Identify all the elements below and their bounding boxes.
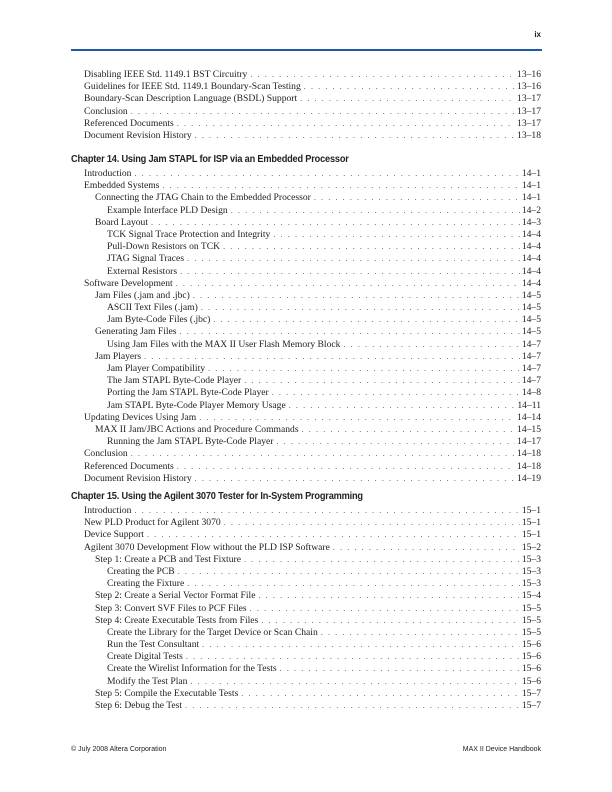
toc-entry-title: Step 4: Create Executable Tests from Files bbox=[95, 614, 259, 626]
toc-section-chapter-14 bbox=[84, 168, 541, 485]
toc-entry-page: 15–7 bbox=[521, 700, 541, 711]
toc-entry-page: 15–4 bbox=[521, 590, 541, 602]
toc-entry-title: Connecting the JTAG Chain to the Embedded Processor bbox=[95, 192, 311, 204]
toc-entry[interactable] bbox=[84, 229, 541, 241]
toc-entry[interactable] bbox=[84, 639, 541, 651]
toc-entry-page: 13–18 bbox=[517, 129, 541, 141]
toc-entry-title: Step 5: Compile the Executable Tests bbox=[95, 687, 239, 699]
toc-leader-dots bbox=[333, 542, 520, 554]
toc-entry[interactable] bbox=[84, 326, 541, 338]
toc-entry-title: Porting the Jam STAPL Byte-Code Player bbox=[107, 387, 269, 399]
toc-leader-dots bbox=[224, 517, 520, 529]
toc-leader-dots bbox=[289, 400, 516, 412]
toc-leader-dots bbox=[202, 639, 520, 651]
toc-entry-page: 15–1 bbox=[521, 517, 541, 529]
toc-entry-page: 14–4 bbox=[521, 228, 541, 240]
toc-entry-title: Introduction bbox=[84, 505, 132, 516]
toc-entry-page: 13–17 bbox=[517, 105, 541, 117]
toc-entry-title: Referenced Documents bbox=[84, 460, 174, 472]
toc-entry-page: 15–5 bbox=[521, 602, 541, 614]
toc-entry[interactable] bbox=[84, 627, 541, 639]
toc-leader-dots bbox=[180, 266, 520, 278]
toc-leader-dots bbox=[343, 339, 519, 351]
toc-entry[interactable] bbox=[84, 93, 541, 105]
toc-entry[interactable] bbox=[84, 106, 541, 118]
toc-entry-page: 14–18 bbox=[517, 460, 541, 472]
toc-entry-title: External Resistors bbox=[107, 265, 178, 277]
toc-entry-title: Creating the PCB bbox=[107, 565, 175, 577]
toc-entry-page: 15–3 bbox=[521, 553, 541, 565]
toc-leader-dots bbox=[147, 529, 520, 541]
toc-leader-dots bbox=[261, 615, 520, 627]
toc-entry-title: Document Revision History bbox=[84, 472, 192, 484]
footer-title: MAX II Device Handbook bbox=[462, 746, 541, 753]
toc-leader-dots bbox=[176, 278, 520, 290]
toc-entry-page: 14–4 bbox=[521, 241, 541, 253]
toc-entry[interactable] bbox=[84, 168, 541, 180]
toc-entry-page: 14–7 bbox=[521, 363, 541, 374]
toc-leader-dots bbox=[134, 168, 519, 180]
toc-entry-title: Create the Library for the Target Device or Scan Chain bbox=[107, 626, 318, 638]
toc-entry[interactable] bbox=[84, 473, 541, 485]
toc-entry-page: 15–1 bbox=[521, 529, 541, 541]
toc-entry-page: 15–7 bbox=[521, 687, 541, 699]
toc-entry[interactable] bbox=[84, 192, 541, 204]
toc-entry-page: 14–2 bbox=[521, 204, 541, 216]
toc-entry-page: 14–5 bbox=[521, 326, 541, 338]
chapter-15-heading[interactable]: Chapter 15. Using the Agilent 3070 Tester for In-System Programming bbox=[71, 491, 363, 502]
toc-leader-dots bbox=[186, 651, 520, 663]
toc-entry-title: Jam Files (.jam and .jbc) bbox=[95, 289, 190, 301]
toc-entry-page: 14–5 bbox=[521, 302, 541, 314]
toc-entry-title: Updating Devices Using Jam bbox=[84, 411, 197, 423]
toc-leader-dots bbox=[272, 387, 520, 399]
toc-entry-page: 13–17 bbox=[517, 93, 541, 105]
toc-leader-dots bbox=[300, 93, 515, 105]
toc-entry-title: Step 2: Create a Serial Vector Format File bbox=[95, 590, 256, 602]
toc-entry-page: 14–4 bbox=[521, 253, 541, 265]
toc-leader-dots bbox=[304, 81, 515, 93]
toc-entry-title: Running the Jam STAPL Byte-Code Player bbox=[107, 436, 274, 448]
toc-entry-title: The Jam STAPL Byte-Code Player bbox=[107, 375, 242, 387]
toc-entry-page: 13–16 bbox=[517, 81, 541, 93]
toc-entry-title: Board Layout bbox=[95, 216, 149, 228]
toc-leader-dots bbox=[190, 676, 519, 688]
toc-entry-page: 14–3 bbox=[521, 216, 541, 228]
toc-leader-dots bbox=[280, 663, 520, 675]
toc-leader-dots bbox=[223, 241, 520, 253]
toc-entry-title: Guidelines for IEEE Std. 1149.1 Boundary-Scan Testing bbox=[84, 81, 301, 93]
toc-entry[interactable] bbox=[84, 241, 541, 253]
toc-entry[interactable] bbox=[84, 130, 541, 142]
toc-entry[interactable] bbox=[84, 118, 541, 130]
toc-entry[interactable] bbox=[84, 566, 541, 578]
toc-entry[interactable] bbox=[84, 615, 541, 627]
toc-leader-dots bbox=[277, 436, 516, 448]
toc-entry-page: 14–1 bbox=[521, 192, 541, 204]
toc-leader-dots bbox=[151, 217, 520, 229]
toc-entry-page: 14–1 bbox=[521, 180, 541, 192]
toc-entry-page: 15–1 bbox=[521, 505, 541, 516]
toc-entry-title: Jam Player Compatibility bbox=[107, 363, 206, 374]
toc-entry[interactable] bbox=[84, 266, 541, 278]
toc-entry[interactable] bbox=[84, 69, 541, 81]
toc-entry[interactable] bbox=[84, 676, 541, 688]
toc-entry-title: MAX II Jam/JBC Actions and Procedure Commands bbox=[95, 423, 299, 435]
toc-entry-title: Creating the Fixture bbox=[107, 578, 185, 590]
toc-entry[interactable] bbox=[84, 603, 541, 615]
toc-entry-title: Embedded Systems bbox=[84, 180, 160, 192]
toc-entry-page: 14–14 bbox=[517, 411, 541, 423]
toc-entry-title: Using Jam Files with the MAX II User Flash Memory Block bbox=[107, 338, 341, 350]
toc-entry[interactable] bbox=[84, 554, 541, 566]
toc-entry-title: Referenced Documents bbox=[84, 117, 174, 129]
toc-entry-title: Agilent 3070 Development Flow without the PLD ISP Software bbox=[84, 541, 330, 553]
toc-entry[interactable] bbox=[84, 651, 541, 663]
header-rule bbox=[71, 49, 542, 51]
toc-leader-dots bbox=[244, 375, 520, 387]
toc-entry[interactable] bbox=[84, 505, 541, 517]
toc-leader-dots bbox=[187, 253, 520, 265]
toc-leader-dots bbox=[250, 69, 515, 81]
toc-leader-dots bbox=[131, 106, 515, 118]
toc-entry-page: 14–4 bbox=[521, 277, 541, 289]
toc-leader-dots bbox=[213, 314, 519, 326]
toc-entry-page: 14–5 bbox=[521, 314, 541, 326]
toc-entry-title: Introduction bbox=[84, 168, 132, 179]
toc-entry-title: Jam Players bbox=[95, 350, 142, 362]
toc-entry[interactable] bbox=[84, 205, 541, 217]
toc-entry[interactable] bbox=[84, 663, 541, 675]
toc-entry[interactable] bbox=[84, 290, 541, 302]
toc-entry-page: 14–17 bbox=[517, 436, 541, 448]
toc-entry-page: 14–7 bbox=[521, 338, 541, 350]
toc-entry-title: Step 6: Debug the Test bbox=[95, 700, 183, 711]
toc-entry[interactable] bbox=[84, 517, 541, 529]
toc-entry[interactable] bbox=[84, 387, 541, 399]
toc-entry-page: 14–7 bbox=[521, 350, 541, 362]
toc-entry-page: 15–6 bbox=[521, 663, 541, 675]
footer-copyright: © July 2008 Altera Corporation bbox=[71, 746, 167, 753]
toc-leader-dots bbox=[177, 461, 515, 473]
toc-leader-dots bbox=[250, 603, 520, 615]
toc-entry-title: Software Development bbox=[84, 277, 173, 289]
toc-section-chapter-15 bbox=[84, 505, 541, 712]
toc-entry[interactable] bbox=[84, 375, 541, 387]
toc-entry[interactable] bbox=[84, 578, 541, 590]
toc-leader-dots bbox=[231, 205, 520, 217]
toc-entry-title: Example Interface PLD Design bbox=[107, 204, 228, 216]
toc-leader-dots bbox=[258, 590, 519, 602]
toc-leader-dots bbox=[144, 351, 520, 363]
toc-entry-title: Document Revision History bbox=[84, 129, 192, 141]
toc-entry[interactable] bbox=[84, 688, 541, 700]
toc-leader-dots bbox=[193, 290, 520, 302]
toc-entry[interactable] bbox=[84, 253, 541, 265]
toc-entry-title: Conclusion bbox=[84, 448, 128, 460]
toc-leader-dots bbox=[187, 578, 520, 590]
toc-leader-dots bbox=[177, 118, 515, 130]
toc-leader-dots bbox=[178, 566, 520, 578]
toc-section-13-tail bbox=[84, 69, 541, 142]
chapter-14-heading[interactable]: Chapter 14. Using Jam STAPL for ISP via an Embedded Processor bbox=[71, 154, 349, 165]
page-number: ix bbox=[534, 30, 541, 39]
toc-entry[interactable] bbox=[84, 302, 541, 314]
toc-entry-page: 15–6 bbox=[521, 639, 541, 651]
toc-leader-dots bbox=[180, 326, 520, 338]
toc-entry[interactable] bbox=[84, 448, 541, 460]
toc-entry[interactable] bbox=[84, 590, 541, 602]
toc-entry-page: 15–5 bbox=[521, 626, 541, 638]
toc-entry-page: 13–17 bbox=[517, 117, 541, 129]
toc-leader-dots bbox=[208, 363, 520, 375]
toc-entry[interactable] bbox=[84, 217, 541, 229]
toc-entry-page: 13–16 bbox=[517, 69, 541, 80]
toc-entry[interactable] bbox=[84, 363, 541, 375]
toc-entry[interactable] bbox=[84, 436, 541, 448]
toc-leader-dots bbox=[195, 130, 515, 142]
toc-leader-dots bbox=[314, 192, 520, 204]
toc-entry-title: Step 1: Create a PCB and Test Fixture bbox=[95, 553, 241, 565]
toc-entry-title: New PLD Product for Agilent 3070 bbox=[84, 517, 221, 529]
toc-leader-dots bbox=[302, 424, 515, 436]
toc-leader-dots bbox=[241, 688, 520, 700]
toc-entry-title: TCK Signal Trace Protection and Integrity bbox=[107, 228, 271, 240]
toc-entry-title: Step 3: Convert SVF Files to PCF Files bbox=[95, 602, 247, 614]
toc-entry-title: Jam Byte-Code Files (.jbc) bbox=[107, 314, 211, 326]
toc-entry-page: 15–6 bbox=[521, 651, 541, 663]
toc-entry[interactable] bbox=[84, 461, 541, 473]
toc-entry-title: Jam STAPL Byte-Code Player Memory Usage bbox=[107, 399, 286, 411]
toc-leader-dots bbox=[162, 180, 519, 192]
toc-entry-page: 14–8 bbox=[521, 387, 541, 399]
toc-entry[interactable] bbox=[84, 424, 541, 436]
toc-entry-title: Device Support bbox=[84, 529, 144, 541]
toc-entry-page: 15–6 bbox=[521, 675, 541, 687]
toc-entry-page: 14–18 bbox=[517, 448, 541, 460]
toc-entry-page: 14–11 bbox=[517, 399, 541, 411]
toc-entry[interactable] bbox=[84, 180, 541, 192]
toc-entry[interactable] bbox=[84, 529, 541, 541]
toc-entry[interactable] bbox=[84, 278, 541, 290]
toc-leader-dots bbox=[185, 700, 520, 712]
toc-leader-dots bbox=[273, 229, 519, 241]
toc-entry-page: 14–5 bbox=[521, 289, 541, 301]
toc-entry-title: Run the Test Consultant bbox=[107, 639, 200, 651]
toc-entry[interactable] bbox=[84, 314, 541, 326]
toc-entry-title: Create the Wirelist Information for the Tests bbox=[107, 663, 277, 675]
toc-entry-page: 15–3 bbox=[521, 565, 541, 577]
toc-entry-page: 14–19 bbox=[517, 472, 541, 484]
toc-entry-page: 15–3 bbox=[521, 578, 541, 590]
toc-entry[interactable] bbox=[84, 339, 541, 351]
toc-entry-title: Generating Jam Files bbox=[95, 326, 177, 338]
toc-leader-dots bbox=[199, 412, 515, 424]
toc-entry-title: Disabling IEEE Std. 1149.1 BST Circuitry bbox=[84, 69, 248, 80]
toc-entry[interactable] bbox=[84, 412, 541, 424]
toc-leader-dots bbox=[195, 473, 515, 485]
toc-entry-page: 14–15 bbox=[517, 423, 541, 435]
toc-leader-dots bbox=[244, 554, 520, 566]
toc-leader-dots bbox=[201, 302, 520, 314]
toc-entry[interactable] bbox=[84, 542, 541, 554]
toc-entry[interactable] bbox=[84, 351, 541, 363]
toc-leader-dots bbox=[131, 448, 515, 460]
toc-entry-title: Boundary-Scan Description Language (BSDL) Support bbox=[84, 93, 298, 105]
toc-entry-title: ASCII Text Files (.jam) bbox=[107, 302, 198, 314]
toc-entry-title: Create Digital Tests bbox=[107, 651, 183, 663]
toc-entry-page: 14–7 bbox=[521, 375, 541, 387]
toc-entry[interactable] bbox=[84, 700, 541, 712]
toc-entry-page: 14–4 bbox=[521, 265, 541, 277]
toc-entry-title: Conclusion bbox=[84, 105, 128, 117]
toc-entry-title: JTAG Signal Traces bbox=[107, 253, 185, 265]
toc-entry-page: 14–1 bbox=[521, 168, 541, 179]
toc-entry-page: 15–5 bbox=[521, 614, 541, 626]
toc-leader-dots bbox=[321, 627, 520, 639]
toc-entry[interactable] bbox=[84, 400, 541, 412]
toc-entry-page: 15–2 bbox=[521, 541, 541, 553]
toc-entry[interactable] bbox=[84, 81, 541, 93]
toc-leader-dots bbox=[134, 505, 519, 517]
toc-entry-title: Pull-Down Resistors on TCK bbox=[107, 241, 221, 253]
toc-entry-title: Modify the Test Plan bbox=[107, 675, 188, 687]
